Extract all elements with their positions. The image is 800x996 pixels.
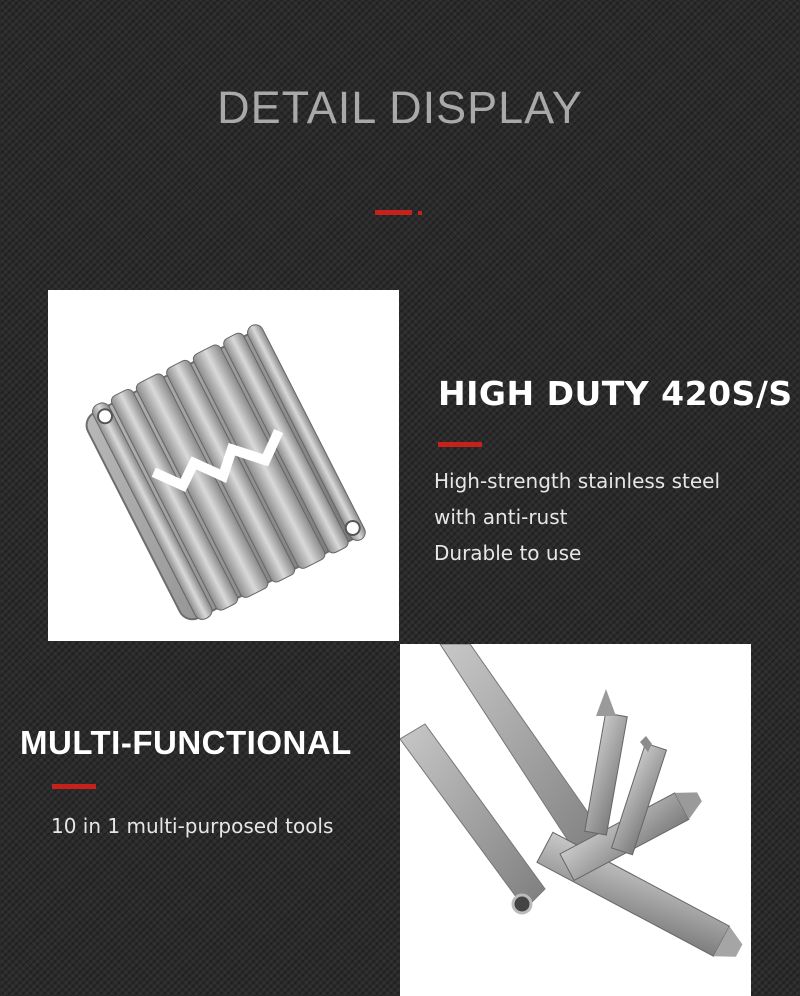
material-line: Durable to use <box>434 541 582 565</box>
title-accent-line <box>375 210 425 216</box>
material-accent-bar <box>438 442 482 447</box>
function-heading: MULTI-FUNCTIONAL <box>20 724 352 761</box>
multitool-illustration <box>48 290 399 641</box>
material-line: High-strength stainless steel <box>434 469 721 493</box>
folded-multitool-photo <box>48 290 399 641</box>
material-heading: HIGH DUTY 420S/S <box>438 374 793 413</box>
accent-dot <box>418 211 422 215</box>
open-multitool-bits-photo <box>400 644 751 996</box>
material-line: with anti-rust <box>434 505 568 529</box>
function-accent-bar <box>52 784 96 789</box>
accent-bar <box>375 210 412 215</box>
multitool-bits-illustration <box>400 644 751 996</box>
function-description <box>51 808 333 844</box>
page-title: DETAIL DISPLAY <box>217 82 583 133</box>
function-line: 10 in 1 multi-purposed tools <box>51 814 334 838</box>
material-description <box>434 463 720 571</box>
